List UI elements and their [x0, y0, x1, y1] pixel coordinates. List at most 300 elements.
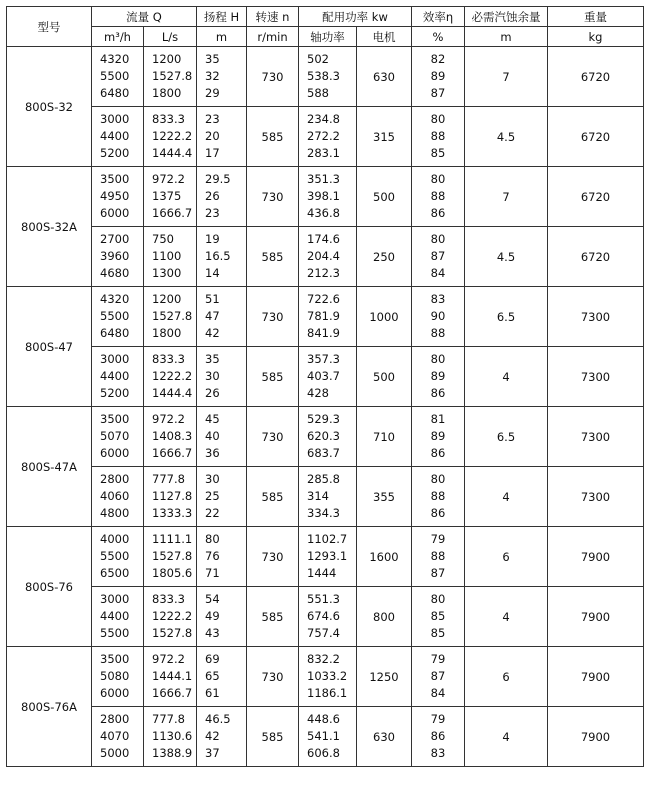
motor-power-cell: 1000 [357, 287, 412, 347]
efficiency-cell [412, 227, 465, 287]
speed-cell: 730 [247, 167, 299, 227]
flow-m3h-cell-value: 5070 [100, 428, 130, 443]
flow-m3h-cell-value: 4320 [100, 291, 130, 306]
flow-ls-cell [144, 167, 197, 227]
table-row [7, 287, 644, 347]
shaft-power-cell-value: 398.1 [307, 188, 340, 203]
weight-cell: 7300 [548, 467, 644, 527]
flow-m3h-cell-value: 3500 [100, 411, 130, 426]
head-cell-value: 35 [205, 51, 220, 66]
head-cell [197, 407, 247, 467]
flow-ls-cell-value: 1300 [152, 266, 182, 281]
efficiency-cell [412, 587, 465, 647]
flow-m3h-cell-value: 3000 [100, 591, 130, 606]
shaft-power-cell-value: 841.9 [307, 326, 340, 341]
shaft-power-cell-value: 1033.2 [307, 668, 348, 683]
head-cell-value: 45 [205, 411, 220, 426]
shaft-power-cell-value: 541.1 [307, 728, 340, 743]
speed-cell: 585 [247, 227, 299, 287]
head-cell-value: 29.5 [205, 171, 231, 186]
head-cell-value: 65 [205, 668, 220, 683]
motor-power-cell: 500 [357, 347, 412, 407]
npsh-cell: 6 [465, 527, 548, 587]
shaft-power-cell-value: 351.3 [307, 171, 340, 186]
head-cell-value: 46.5 [205, 711, 231, 726]
model-name-cell: 800S-32A [7, 167, 92, 287]
efficiency-cell [412, 407, 465, 467]
flow-m3h-cell-value: 4800 [100, 506, 130, 521]
flow-ls-cell-value: 1111.1 [152, 531, 193, 546]
speed-cell: 730 [247, 527, 299, 587]
flow-ls-cell [144, 407, 197, 467]
flow-ls-cell-value: 972.2 [152, 651, 185, 666]
head-cell [197, 287, 247, 347]
table-row [7, 347, 644, 407]
shaft-power-cell-value: 529.3 [307, 411, 340, 426]
flow-m3h-cell-value: 5500 [100, 626, 130, 641]
efficiency-cell-value: 80 [430, 471, 446, 486]
shaft-power-cell-value: 285.8 [307, 471, 340, 486]
efficiency-cell [412, 167, 465, 227]
speed-cell: 730 [247, 647, 299, 707]
efficiency-cell-value: 80 [430, 171, 446, 186]
flow-ls-cell-value: 1388.9 [152, 746, 193, 761]
shaft-power-cell-value: 174.6 [307, 231, 340, 246]
header-model: 型号 [7, 7, 92, 47]
table-row [7, 467, 644, 527]
speed-cell: 730 [247, 47, 299, 107]
shaft-power-cell-value: 683.7 [307, 446, 340, 461]
shaft-power-cell-value: 403.7 [307, 368, 340, 383]
efficiency-cell-value: 88 [430, 488, 446, 503]
flow-ls-cell [144, 647, 197, 707]
unit-flow-ls: L/s [144, 27, 197, 47]
weight-cell: 7900 [548, 587, 644, 647]
table-row [7, 227, 644, 287]
shaft-power-cell-value: 1102.7 [307, 531, 348, 546]
head-cell-value: 61 [205, 686, 220, 701]
shaft-power-cell-value: 606.8 [307, 746, 340, 761]
flow-m3h-cell [92, 227, 144, 287]
flow-ls-cell-value: 1200 [152, 51, 182, 66]
efficiency-cell-value: 86 [430, 386, 446, 401]
table-row [7, 587, 644, 647]
head-cell-value: 19 [205, 231, 220, 246]
flow-ls-cell-value: 1444.1 [152, 668, 193, 683]
efficiency-cell-value: 87 [430, 248, 446, 263]
npsh-cell: 6 [465, 647, 548, 707]
head-cell-value: 69 [205, 651, 220, 666]
efficiency-cell-value: 89 [430, 68, 446, 83]
flow-ls-cell [144, 227, 197, 287]
head-cell [197, 527, 247, 587]
efficiency-cell-value: 82 [430, 51, 446, 66]
weight-cell: 7300 [548, 287, 644, 347]
head-cell-value: 49 [205, 608, 220, 623]
flow-m3h-cell-value: 5500 [100, 548, 130, 563]
efficiency-cell-value: 85 [430, 608, 446, 623]
head-cell-value: 22 [205, 506, 220, 521]
shaft-power-cell [299, 227, 357, 287]
speed-cell: 730 [247, 287, 299, 347]
shaft-power-cell-value: 436.8 [307, 206, 340, 221]
flow-ls-cell-value: 1800 [152, 326, 182, 341]
shaft-power-cell-value: 674.6 [307, 608, 340, 623]
npsh-cell: 6.5 [465, 407, 548, 467]
efficiency-cell-value: 90 [430, 308, 446, 323]
shaft-power-cell-value: 272.2 [307, 128, 340, 143]
weight-cell: 7900 [548, 527, 644, 587]
efficiency-cell [412, 347, 465, 407]
flow-m3h-cell-value: 4400 [100, 368, 130, 383]
head-cell-value: 37 [205, 746, 220, 761]
efficiency-cell-value: 79 [430, 531, 446, 546]
head-cell [197, 587, 247, 647]
flow-ls-cell-value: 1527.8 [152, 68, 193, 83]
weight-cell: 6720 [548, 107, 644, 167]
shaft-power-cell-value: 1293.1 [307, 548, 348, 563]
model-name-cell: 800S-47A [7, 407, 92, 527]
flow-m3h-cell-value: 5080 [100, 668, 130, 683]
motor-power-cell: 1600 [357, 527, 412, 587]
flow-m3h-cell-value: 5500 [100, 308, 130, 323]
flow-m3h-cell-value: 3500 [100, 651, 130, 666]
table-row [7, 527, 644, 587]
unit-flow-m3h: m³/h [92, 27, 144, 47]
flow-m3h-cell-value: 3960 [100, 248, 130, 263]
efficiency-cell-value: 89 [430, 368, 446, 383]
head-cell-value: 40 [205, 428, 220, 443]
flow-m3h-cell [92, 347, 144, 407]
head-cell-value: 29 [205, 86, 220, 101]
efficiency-cell [412, 467, 465, 527]
unit-shaft-power: 轴功率 [299, 27, 357, 47]
flow-ls-cell-value: 1408.3 [152, 428, 193, 443]
head-cell-value: 23 [205, 111, 220, 126]
efficiency-cell-value: 81 [430, 411, 446, 426]
weight-cell: 6720 [548, 227, 644, 287]
flow-m3h-cell-value: 3500 [100, 171, 130, 186]
table-row [7, 47, 644, 107]
head-cell-value: 30 [205, 368, 220, 383]
model-name-cell: 800S-76A [7, 647, 92, 767]
head-cell-value: 80 [205, 531, 220, 546]
head-cell [197, 47, 247, 107]
flow-ls-cell-value: 1127.8 [152, 488, 193, 503]
shaft-power-cell [299, 647, 357, 707]
flow-m3h-cell-value: 6500 [100, 566, 130, 581]
flow-m3h-cell [92, 407, 144, 467]
flow-ls-cell-value: 1375 [152, 188, 182, 203]
flow-ls-cell-value: 833.3 [152, 591, 185, 606]
shaft-power-cell-value: 204.4 [307, 248, 340, 263]
efficiency-cell-value: 85 [430, 626, 446, 641]
efficiency-cell-value: 87 [430, 86, 446, 101]
head-cell [197, 227, 247, 287]
efficiency-cell-value: 88 [430, 188, 446, 203]
flow-m3h-cell-value: 6480 [100, 326, 130, 341]
flow-ls-cell-value: 1333.3 [152, 506, 193, 521]
head-cell-value: 71 [205, 566, 220, 581]
npsh-cell: 4 [465, 587, 548, 647]
header-flow: 流量 Q [92, 7, 197, 27]
table-row [7, 647, 644, 707]
header-speed: 转速 n [247, 7, 299, 27]
pump-spec-table [6, 6, 644, 767]
flow-ls-cell [144, 107, 197, 167]
header-efficiency: 效率η [412, 7, 465, 27]
shaft-power-cell-value: 334.3 [307, 506, 340, 521]
flow-ls-cell-value: 1222.2 [152, 608, 193, 623]
shaft-power-cell-value: 357.3 [307, 351, 340, 366]
flow-ls-cell-value: 1666.7 [152, 446, 193, 461]
flow-ls-cell [144, 347, 197, 407]
shaft-power-cell [299, 467, 357, 527]
motor-power-cell: 800 [357, 587, 412, 647]
header-row-1 [7, 7, 644, 27]
flow-m3h-cell [92, 587, 144, 647]
head-cell-value: 26 [205, 386, 220, 401]
shaft-power-cell-value: 234.8 [307, 111, 340, 126]
flow-ls-cell-value: 1200 [152, 291, 182, 306]
motor-power-cell: 1250 [357, 647, 412, 707]
shaft-power-cell [299, 167, 357, 227]
flow-m3h-cell-value: 5200 [100, 146, 130, 161]
shaft-power-cell-value: 551.3 [307, 591, 340, 606]
flow-m3h-cell [92, 167, 144, 227]
flow-ls-cell [144, 587, 197, 647]
shaft-power-cell-value: 832.2 [307, 651, 340, 666]
efficiency-cell-value: 79 [430, 711, 446, 726]
flow-m3h-cell-value: 3000 [100, 351, 130, 366]
flow-m3h-cell-value: 5000 [100, 746, 130, 761]
efficiency-cell-value: 84 [430, 266, 446, 281]
flow-ls-cell-value: 1527.8 [152, 626, 193, 641]
head-cell-value: 51 [205, 291, 220, 306]
head-cell [197, 107, 247, 167]
flow-ls-cell-value: 1805.6 [152, 566, 193, 581]
flow-m3h-cell-value: 2800 [100, 471, 130, 486]
efficiency-cell-value: 86 [430, 206, 446, 221]
unit-motor: 电机 [357, 27, 412, 47]
unit-efficiency: % [412, 27, 465, 47]
motor-power-cell: 630 [357, 707, 412, 767]
head-cell-value: 76 [205, 548, 220, 563]
table-row [7, 407, 644, 467]
shaft-power-cell-value: 588 [307, 86, 329, 101]
flow-m3h-cell [92, 107, 144, 167]
weight-cell: 6720 [548, 167, 644, 227]
shaft-power-cell [299, 47, 357, 107]
shaft-power-cell-value: 538.3 [307, 68, 340, 83]
unit-npsh: m [465, 27, 548, 47]
header-head: 扬程 H [197, 7, 247, 27]
efficiency-cell-value: 83 [430, 746, 446, 761]
efficiency-cell-value: 87 [430, 566, 446, 581]
efficiency-cell-value: 83 [430, 291, 446, 306]
speed-cell: 730 [247, 407, 299, 467]
shaft-power-cell-value: 428 [307, 386, 329, 401]
flow-ls-cell-value: 1800 [152, 86, 182, 101]
flow-ls-cell-value: 1666.7 [152, 206, 193, 221]
header-row-2 [7, 27, 644, 47]
motor-power-cell: 315 [357, 107, 412, 167]
flow-ls-cell [144, 47, 197, 107]
head-cell-value: 42 [205, 326, 220, 341]
flow-ls-cell-value: 777.8 [152, 471, 185, 486]
flow-ls-cell-value: 1444.4 [152, 146, 193, 161]
shaft-power-cell-value: 502 [307, 51, 329, 66]
unit-head: m [197, 27, 247, 47]
head-cell-value: 35 [205, 351, 220, 366]
efficiency-cell-value: 80 [430, 351, 446, 366]
head-cell-value: 17 [205, 146, 220, 161]
npsh-cell: 4 [465, 707, 548, 767]
efficiency-cell-value: 80 [430, 591, 446, 606]
efficiency-cell [412, 527, 465, 587]
npsh-cell: 7 [465, 167, 548, 227]
flow-ls-cell-value: 1527.8 [152, 308, 193, 323]
npsh-cell: 7 [465, 47, 548, 107]
shaft-power-cell-value: 722.6 [307, 291, 340, 306]
head-cell [197, 647, 247, 707]
flow-ls-cell-value: 1666.7 [152, 686, 193, 701]
speed-cell: 585 [247, 707, 299, 767]
efficiency-cell-value: 86 [430, 446, 446, 461]
speed-cell: 585 [247, 587, 299, 647]
table-row [7, 107, 644, 167]
flow-m3h-cell [92, 47, 144, 107]
flow-m3h-cell [92, 287, 144, 347]
npsh-cell: 4.5 [465, 227, 548, 287]
head-cell-value: 23 [205, 206, 220, 221]
efficiency-cell [412, 47, 465, 107]
table-row [7, 707, 644, 767]
flow-ls-cell-value: 1222.2 [152, 128, 193, 143]
motor-power-cell: 250 [357, 227, 412, 287]
weight-cell: 7300 [548, 347, 644, 407]
motor-power-cell: 630 [357, 47, 412, 107]
efficiency-cell-value: 87 [430, 668, 446, 683]
shaft-power-cell [299, 287, 357, 347]
header-power: 配用功率 kw [299, 7, 412, 27]
efficiency-cell-value: 88 [430, 326, 446, 341]
head-cell-value: 42 [205, 728, 220, 743]
flow-ls-cell-value: 1527.8 [152, 548, 193, 563]
shaft-power-cell-value: 1186.1 [307, 686, 348, 701]
head-cell-value: 26 [205, 188, 220, 203]
flow-m3h-cell-value: 5500 [100, 68, 130, 83]
flow-m3h-cell [92, 647, 144, 707]
flow-ls-cell-value: 833.3 [152, 111, 185, 126]
efficiency-cell [412, 707, 465, 767]
shaft-power-cell-value: 212.3 [307, 266, 340, 281]
head-cell-value: 20 [205, 128, 220, 143]
unit-weight: kg [548, 27, 644, 47]
flow-ls-cell-value: 1444.4 [152, 386, 193, 401]
flow-ls-cell [144, 287, 197, 347]
flow-m3h-cell-value: 4400 [100, 608, 130, 623]
flow-m3h-cell-value: 2700 [100, 231, 130, 246]
flow-m3h-cell-value: 4400 [100, 128, 130, 143]
shaft-power-cell-value: 757.4 [307, 626, 340, 641]
efficiency-cell-value: 84 [430, 686, 446, 701]
head-cell-value: 16.5 [205, 248, 231, 263]
flow-ls-cell-value: 1130.6 [152, 728, 193, 743]
head-cell-value: 30 [205, 471, 220, 486]
flow-m3h-cell-value: 4000 [100, 531, 130, 546]
flow-m3h-cell-value: 4680 [100, 266, 130, 281]
shaft-power-cell-value: 314 [307, 488, 329, 503]
speed-cell: 585 [247, 107, 299, 167]
efficiency-cell-value: 85 [430, 146, 446, 161]
flow-ls-cell-value: 750 [152, 231, 174, 246]
head-cell-value: 36 [205, 446, 220, 461]
flow-m3h-cell-value: 6000 [100, 446, 130, 461]
shaft-power-cell [299, 347, 357, 407]
efficiency-cell [412, 647, 465, 707]
head-cell-value: 25 [205, 488, 220, 503]
flow-ls-cell [144, 707, 197, 767]
flow-ls-cell-value: 972.2 [152, 171, 185, 186]
npsh-cell: 4 [465, 347, 548, 407]
head-cell-value: 32 [205, 68, 220, 83]
head-cell-value: 43 [205, 626, 220, 641]
shaft-power-cell [299, 527, 357, 587]
efficiency-cell-value: 80 [430, 111, 446, 126]
flow-m3h-cell-value: 5200 [100, 386, 130, 401]
motor-power-cell: 710 [357, 407, 412, 467]
shaft-power-cell-value: 1444 [307, 566, 337, 581]
flow-m3h-cell [92, 707, 144, 767]
shaft-power-cell [299, 407, 357, 467]
motor-power-cell: 355 [357, 467, 412, 527]
efficiency-cell-value: 88 [430, 548, 446, 563]
flow-ls-cell-value: 1100 [152, 248, 182, 263]
table-row [7, 167, 644, 227]
model-name-cell: 800S-32 [7, 47, 92, 167]
head-cell [197, 167, 247, 227]
flow-m3h-cell-value: 4060 [100, 488, 130, 503]
model-name-cell: 800S-47 [7, 287, 92, 407]
efficiency-cell-value: 80 [430, 231, 446, 246]
flow-ls-cell-value: 972.2 [152, 411, 185, 426]
flow-m3h-cell [92, 527, 144, 587]
head-cell [197, 467, 247, 527]
efficiency-cell-value: 86 [430, 506, 446, 521]
efficiency-cell-value: 89 [430, 428, 446, 443]
head-cell-value: 47 [205, 308, 220, 323]
flow-m3h-cell-value: 4070 [100, 728, 130, 743]
flow-m3h-cell-value: 2800 [100, 711, 130, 726]
efficiency-cell-value: 88 [430, 128, 446, 143]
npsh-cell: 6.5 [465, 287, 548, 347]
head-cell [197, 707, 247, 767]
flow-m3h-cell-value: 3000 [100, 111, 130, 126]
flow-ls-cell-value: 1222.2 [152, 368, 193, 383]
head-cell-value: 14 [205, 266, 220, 281]
unit-speed: r/min [247, 27, 299, 47]
shaft-power-cell [299, 587, 357, 647]
flow-ls-cell [144, 467, 197, 527]
shaft-power-cell-value: 620.3 [307, 428, 340, 443]
speed-cell: 585 [247, 467, 299, 527]
shaft-power-cell-value: 781.9 [307, 308, 340, 323]
flow-m3h-cell [92, 467, 144, 527]
weight-cell: 7900 [548, 647, 644, 707]
flow-m3h-cell-value: 6000 [100, 206, 130, 221]
header-weight: 重量 [548, 7, 644, 27]
